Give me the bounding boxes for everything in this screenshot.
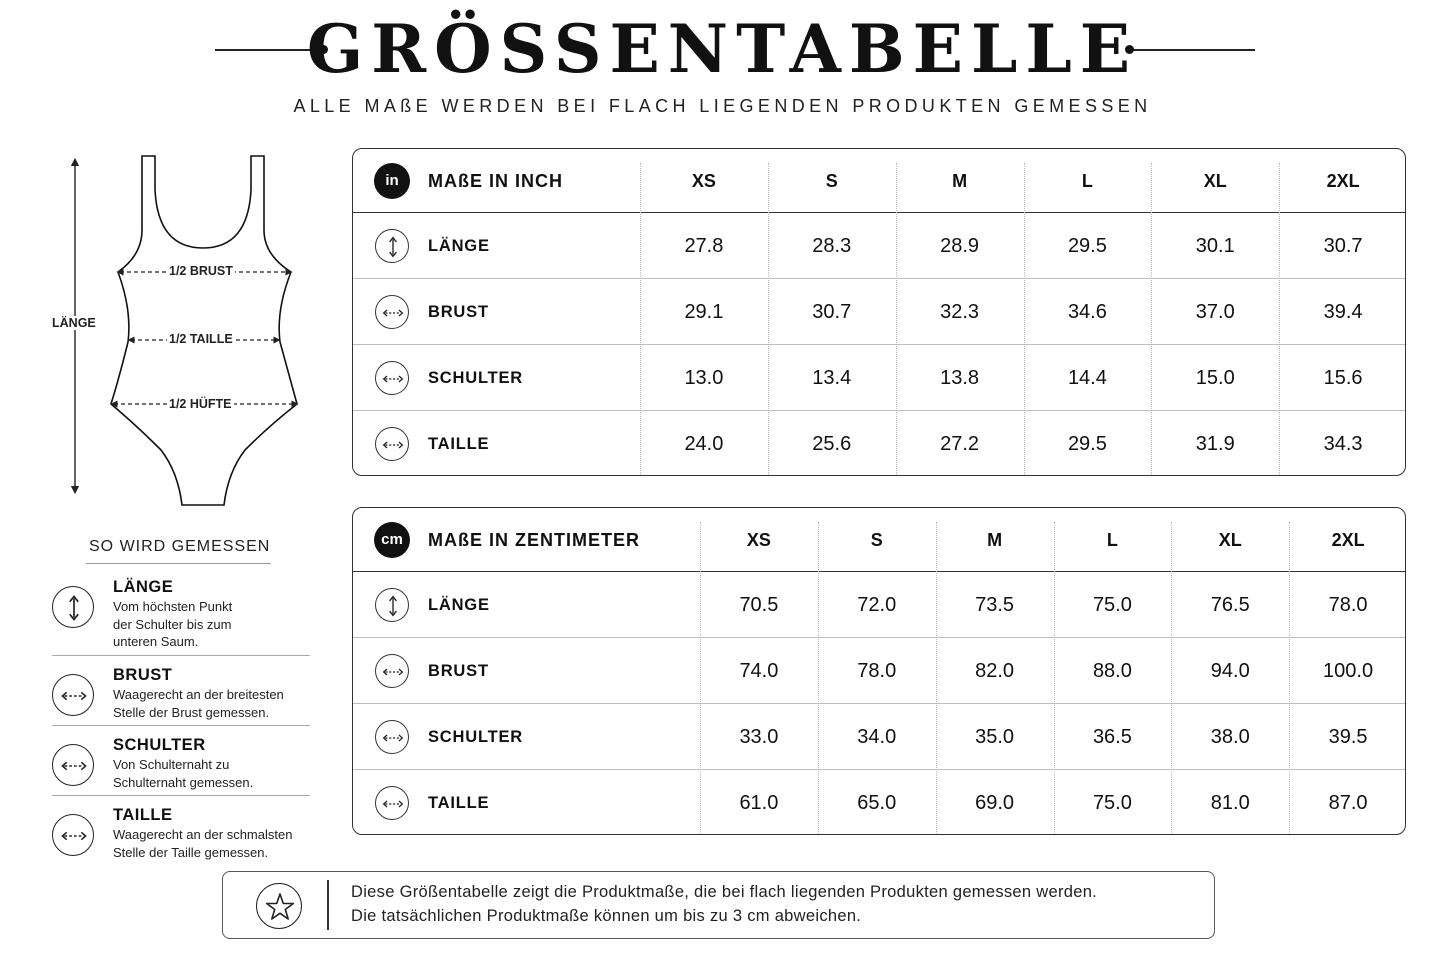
table-row [353, 345, 1405, 411]
table-row [353, 411, 1405, 476]
horizontal-arrow-icon [375, 295, 409, 329]
horizontal-arrow-icon [375, 361, 409, 395]
size-table-cm [352, 507, 1406, 835]
column-divider [936, 522, 937, 834]
legend-description-line: Waagerecht an der breitesten [113, 687, 284, 702]
legend-item-description [113, 756, 313, 791]
legend-description-line: Von Schulternaht zu [113, 757, 230, 772]
figure-waist-label: 1/2 TAILLE [169, 332, 233, 346]
legend-item-description [113, 686, 313, 721]
horizontal-arrow-icon [375, 786, 409, 820]
table-cell: 76.5 [1210, 593, 1250, 616]
table-cell: 100.0 [1323, 659, 1374, 682]
table-cell: 69.0 [975, 791, 1015, 814]
table-cell: 73.5 [975, 593, 1015, 616]
table-row [353, 704, 1405, 770]
size-header: 2XL [1331, 530, 1365, 550]
table-cell: 28.9 [940, 234, 980, 257]
table-cell: 13.0 [684, 366, 724, 389]
size-header: 2XL [1326, 171, 1360, 191]
column-divider [1054, 522, 1055, 834]
table-cell: 29.1 [684, 300, 724, 323]
size-table-inch [352, 148, 1406, 476]
size-header: M [952, 171, 968, 191]
table-cell: 35.0 [975, 725, 1015, 748]
unit-badge: in [374, 163, 410, 199]
footnote-box [222, 871, 1215, 939]
legend-item-description [113, 598, 313, 651]
size-header: L [1106, 530, 1118, 550]
table-cell: 15.6 [1323, 366, 1363, 389]
legend-separator [52, 655, 310, 656]
table-cell: 27.2 [940, 432, 980, 455]
table-cell: 34.3 [1323, 432, 1363, 455]
legend-description-line: Waagerecht an der schmalsten [113, 827, 293, 842]
table-header-row [353, 508, 1405, 572]
figure-chest-label: 1/2 BRUST [169, 264, 233, 278]
table-cell: 70.5 [739, 593, 779, 616]
size-header: XL [1218, 530, 1242, 550]
table-cell: 65.0 [857, 791, 897, 814]
row-label: TAILLE [428, 434, 490, 453]
legend-description-line: der Schulter bis zum [113, 616, 232, 632]
row-label: BRUST [428, 302, 489, 321]
column-divider [700, 522, 701, 834]
table-title: MAßE IN INCH [428, 171, 563, 191]
table-row [353, 213, 1405, 279]
legend-description-line: Vom höchsten Punkt [113, 599, 233, 614]
legend-title-underline [86, 563, 271, 564]
table-cell: 30.7 [812, 300, 852, 323]
table-cell: 94.0 [1210, 659, 1250, 682]
table-cell: 87.0 [1328, 791, 1368, 814]
row-label: TAILLE [428, 793, 490, 812]
table-cell: 88.0 [1092, 659, 1132, 682]
column-divider [818, 522, 819, 834]
table-cell: 39.5 [1328, 725, 1368, 748]
horizontal-arrow-icon [52, 674, 94, 716]
table-cell: 31.9 [1195, 432, 1235, 455]
table-cell: 29.5 [1067, 234, 1107, 257]
row-label: BRUST [428, 661, 489, 680]
horizontal-arrow-icon [375, 427, 409, 461]
horizontal-arrow-icon [375, 654, 409, 688]
legend-item-title: BRUST [113, 666, 173, 684]
legend-separator [52, 795, 310, 796]
table-cell: 28.3 [812, 234, 852, 257]
page-title: GRÖSSENTABELLE [306, 10, 1139, 88]
table-cell: 13.4 [812, 366, 852, 389]
table-cell: 24.0 [684, 432, 724, 455]
footnote-line-1: Diese Größentabelle zeigt die Produktmaße, die bei flach liegenden Produkten gemessen werden. [351, 883, 1098, 901]
legend-separator [52, 725, 310, 726]
table-cell: 30.1 [1195, 234, 1235, 257]
table-cell: 30.7 [1323, 234, 1363, 257]
table-cell: 72.0 [857, 593, 897, 616]
column-divider [1151, 163, 1152, 475]
vertical-arrow-icon [375, 588, 409, 622]
table-row [353, 770, 1405, 835]
vertical-arrow-icon [52, 586, 94, 628]
table-cell: 34.0 [857, 725, 897, 748]
figure-hip-label: 1/2 HÜFTE [169, 397, 232, 411]
table-cell: 25.6 [812, 432, 852, 455]
column-divider [896, 163, 897, 475]
column-divider [1289, 522, 1290, 834]
legend-description-line: Schulternaht gemessen. [113, 774, 254, 790]
table-cell: 74.0 [739, 659, 779, 682]
table-cell: 13.8 [940, 366, 980, 389]
footnote-divider [327, 880, 329, 930]
page-subtitle: ALLE MAßE WERDEN BEI FLACH LIEGENDEN PRODUKTEN GEMESSEN [293, 96, 1152, 116]
size-header: M [987, 530, 1003, 550]
star-icon [256, 883, 302, 929]
table-cell: 27.8 [684, 234, 724, 257]
table-cell: 78.0 [1328, 593, 1368, 616]
table-cell: 15.0 [1195, 366, 1235, 389]
table-cell: 32.3 [940, 300, 980, 323]
horizontal-arrow-icon [52, 744, 94, 786]
legend-description-line: Stelle der Brust gemessen. [113, 704, 270, 720]
table-cell: 34.6 [1067, 300, 1107, 323]
table-cell: 39.4 [1323, 300, 1363, 323]
table-cell: 61.0 [739, 791, 779, 814]
figure-length-label: LÄNGE [52, 316, 96, 330]
legend-title: SO WIRD GEMESSEN [89, 538, 271, 555]
horizontal-arrow-icon [375, 720, 409, 754]
legend-item-title: SCHULTER [113, 736, 206, 754]
horizontal-arrow-icon [52, 814, 94, 856]
column-divider [768, 163, 769, 475]
column-divider [1171, 522, 1172, 834]
legend-item-title: LÄNGE [113, 578, 174, 596]
table-cell: 33.0 [739, 725, 779, 748]
table-cell: 38.0 [1210, 725, 1250, 748]
table-header-row [353, 149, 1405, 213]
table-cell: 82.0 [975, 659, 1015, 682]
table-cell: 75.0 [1092, 791, 1132, 814]
table-cell: 37.0 [1195, 300, 1235, 323]
row-label: LÄNGE [428, 595, 490, 614]
unit-badge: cm [374, 522, 410, 558]
legend-description-line: Stelle der Taille gemessen. [113, 844, 269, 860]
legend-item-title: TAILLE [113, 806, 173, 824]
column-divider [1279, 163, 1280, 475]
size-header: S [870, 530, 883, 550]
legend-description-line: unteren Saum. [113, 634, 199, 649]
table-cell: 75.0 [1092, 593, 1132, 616]
vertical-arrow-icon [375, 229, 409, 263]
footnote-line-2: Die tatsächlichen Produktmaße können um bis zu 3 cm abweichen. [351, 907, 862, 925]
table-cell: 14.4 [1067, 366, 1107, 389]
swimsuit-diagram [40, 150, 320, 515]
size-header: XL [1203, 171, 1227, 191]
table-cell: 81.0 [1210, 791, 1250, 814]
row-label: SCHULTER [428, 727, 524, 746]
table-row [353, 279, 1405, 345]
row-label: SCHULTER [428, 368, 524, 387]
size-header: S [825, 171, 838, 191]
row-label: LÄNGE [428, 236, 490, 255]
column-divider [1024, 163, 1025, 475]
table-cell: 78.0 [857, 659, 897, 682]
table-row [353, 572, 1405, 638]
legend-item-description [113, 826, 313, 861]
table-cell: 29.5 [1067, 432, 1107, 455]
column-divider [640, 163, 641, 475]
table-title: MAßE IN ZENTIMETER [428, 530, 640, 550]
size-header: XS [691, 171, 716, 191]
size-header: L [1081, 171, 1093, 191]
table-row [353, 638, 1405, 704]
table-cell: 36.5 [1092, 725, 1132, 748]
size-header: XS [746, 530, 771, 550]
